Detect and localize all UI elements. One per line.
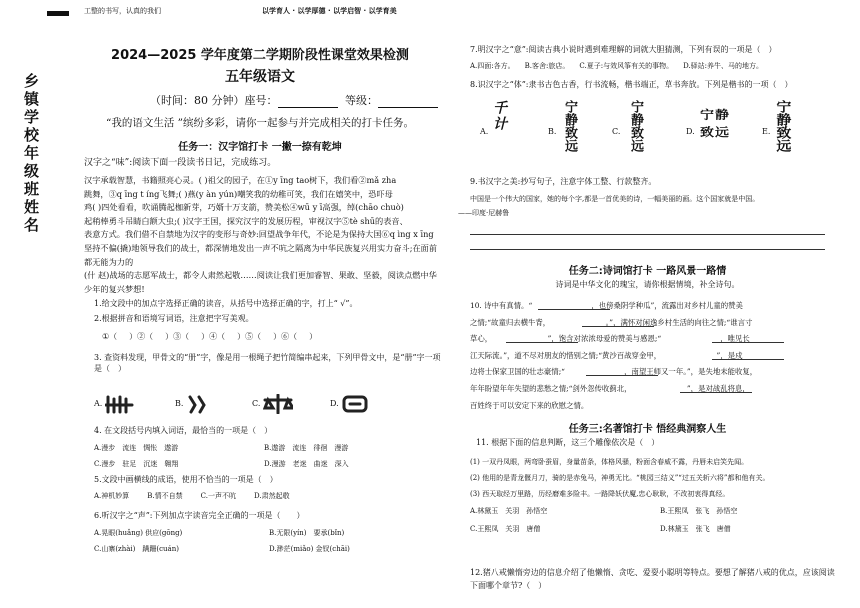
q10-blank[interactable] bbox=[712, 359, 784, 360]
q6-option[interactable]: C.山寨(zhài) 蹒跚(cuán) bbox=[94, 545, 179, 553]
q5-option[interactable]: C.一声不吭 bbox=[200, 492, 236, 500]
q7-options bbox=[470, 61, 840, 71]
passage-line: 起稍棒勇斗吊睛白额大虫;( )汉字王国，探究汉字的发展历程，审视汉字⑤tè shū的表音、 bbox=[84, 215, 408, 226]
oracle-glyph-a bbox=[105, 394, 135, 414]
option-label: B. bbox=[548, 127, 557, 136]
oracle-glyph-d bbox=[341, 394, 371, 414]
q8-option-b[interactable] bbox=[548, 100, 608, 164]
q4-option[interactable]: A.漫步 流连 惆怅 遨游 bbox=[94, 444, 179, 452]
q6-option[interactable]: A.晃眼(huǎng) 供应(gōng) bbox=[94, 529, 183, 537]
question-6: 6.听汉字之“声”:下列加点字读音完全正确的一项是（ ） bbox=[94, 511, 305, 520]
task1-passage bbox=[84, 174, 444, 296]
q11-item: (3) 西天取经万里路，历经磨难多险丰。一路降妖伏魔,忠心耿耿，不改初衷得真经。 bbox=[470, 490, 730, 498]
q10-line: 边将士保家卫国的壮志豪情;“ ，南望王师又一年。”，是失地未能收复， bbox=[470, 367, 758, 377]
calligraphy-seal: 宁静致远 bbox=[772, 100, 791, 152]
passage-line: 跳舞，③q īng t íng飞舞;( )燕(y àn yún)嘲笑我的幼稚可笑，我们在嬉笑中，恐吓母 bbox=[84, 188, 393, 199]
q2-blank[interactable]: ）④（ bbox=[201, 332, 226, 341]
q5-option[interactable]: A.神机妙算 bbox=[94, 492, 130, 500]
q2-blanks bbox=[102, 331, 432, 342]
info-seat: 座号： bbox=[244, 94, 278, 107]
q4-options bbox=[94, 443, 434, 469]
q2-blank[interactable]: ） bbox=[309, 332, 318, 341]
q9-quote: 中国是一个伟大的国家，她的每个字,都是一首优美的诗，一幅美丽的画。这个国家就是中国。 bbox=[470, 195, 760, 203]
q3-option-a[interactable] bbox=[94, 394, 135, 414]
q10-blank[interactable] bbox=[586, 375, 658, 376]
q2-blank[interactable]: ）⑤（ bbox=[237, 332, 262, 341]
motto-2: 以学厚德 bbox=[297, 7, 326, 15]
q10-line: 江天际流。”，道不尽对朋友的惜别之情;“黄沙百战穿金甲， ”，是戍 bbox=[470, 350, 743, 360]
q11-option[interactable]: B.王熙凤 张飞 孙悟空 bbox=[660, 507, 738, 515]
grade-field[interactable] bbox=[378, 97, 438, 108]
q11-item: (2) 他用的是青龙偃月刀，骑的是赤兔马，神勇无比。“桃园三结义”“过五关斩六将”都和他有关。 bbox=[470, 474, 770, 482]
binding-char: 名 bbox=[24, 216, 40, 234]
q5-options bbox=[94, 491, 434, 501]
q3-option-d[interactable] bbox=[330, 394, 371, 414]
q7-option[interactable]: C.夏子:与效风筝有关的事物。 bbox=[579, 62, 674, 70]
question-11: 11. 根据下面的信息判断，这三个雕像依次是（ ） bbox=[476, 438, 660, 447]
q10-block bbox=[470, 298, 845, 414]
q10-blank[interactable] bbox=[506, 342, 578, 343]
q2-blank[interactable]: ）⑥（ bbox=[273, 332, 298, 341]
q2-blank[interactable]: ）③（ bbox=[165, 332, 190, 341]
passage-line: 少年的复兴梦想! bbox=[84, 283, 145, 294]
task1-lead: 汉字之“味”:阅读下面一段读书日记，完成练习。 bbox=[84, 158, 277, 168]
option-label: D. bbox=[330, 399, 339, 408]
header-mottos: 以学育人 · 以学厚德 · 以学启智 · 以学育美 bbox=[262, 7, 397, 15]
option-label: A. bbox=[94, 399, 103, 408]
q7-option[interactable]: A.四面:各方。 bbox=[470, 62, 515, 70]
question-7: 7.明汉字之“意”:阅读古典小说时遇到难理解的词就大胆猜测，下列有误的一项是（ ） bbox=[470, 45, 777, 54]
binding-char: 乡 bbox=[24, 72, 40, 90]
seat-field[interactable] bbox=[278, 97, 338, 108]
header-black-bar bbox=[47, 11, 69, 16]
info-time: （时间：80 分钟） bbox=[150, 94, 245, 107]
question-3: 3. 查资料发现，甲骨文的“册”字，像是用一根绳子把竹简编串起来，下列甲骨文中，是“册”字一项是（ ） bbox=[94, 353, 441, 373]
question-9: 9.书汉字之美:抄写句子，注意字体工整、行款整齐。 bbox=[470, 177, 657, 186]
oracle-glyph-b bbox=[186, 394, 216, 414]
q11-items bbox=[470, 454, 845, 502]
q5-option[interactable]: D.肃然起敬 bbox=[254, 492, 290, 500]
q8-option-a[interactable] bbox=[480, 100, 540, 160]
q7-option[interactable]: B.客舍:旅店。 bbox=[524, 62, 570, 70]
oracle-glyph-c bbox=[263, 394, 293, 414]
calligraphy-regular: 宁静致远 bbox=[628, 100, 643, 152]
exam-info-line bbox=[150, 92, 438, 108]
q3-option-b[interactable] bbox=[175, 394, 216, 414]
question-2: 2.根据拼音和语境写词语，注意把字写美观。 bbox=[94, 314, 254, 323]
task3-heading: 任务三:名著馆打卡 悟经典洞察人生 bbox=[568, 424, 727, 435]
task2-lead: 诗词是中华文化的瑰宝，请你根据情境，补全诗句。 bbox=[555, 280, 740, 289]
q3-option-c[interactable] bbox=[252, 394, 293, 414]
q4-option[interactable]: B.遨游 流连 徘徊 漫游 bbox=[264, 444, 349, 452]
passage-line: (什 赵)战场的志愿军战士，都令人肃然起敬……阅读让我们更加睿智、果敢、坚毅，阅读点燃中华 bbox=[84, 270, 437, 281]
binding-char: 姓 bbox=[24, 198, 40, 216]
q9-writing-line[interactable] bbox=[470, 234, 825, 235]
binding-char: 校 bbox=[24, 126, 40, 144]
q10-line: 10. 诗中有真情。“ ，也傍桑阴学种瓜”，流露出对乡村儿童的赞美 bbox=[470, 301, 743, 310]
q6-option[interactable]: B.无限(yín) 要承(bǐn) bbox=[269, 529, 345, 537]
q11-options bbox=[470, 506, 845, 534]
q10-line: 百姓终于可以安定下来的欣慰之情。 bbox=[470, 400, 589, 410]
q2-blank[interactable]: ）②（ bbox=[129, 332, 154, 341]
q4-option[interactable]: C.漫步 驻足 沉迷 翱翔 bbox=[94, 460, 179, 468]
option-label: C. bbox=[612, 127, 621, 136]
binding-char: 年 bbox=[24, 144, 40, 162]
question-1: 1.给文段中的加点字选择正确的读音，从括号中选择正确的字，打上“ √”。 bbox=[94, 299, 358, 308]
q6-option[interactable]: D.渺茫(miǎo) 金钗(chāi) bbox=[269, 545, 350, 553]
q9-author: ——印度·尼赫鲁 bbox=[458, 209, 510, 217]
passage-line: 表意方式。我们借不自禁地为汉字的变形与奇妙:回望战争年代，不论是为保持大国⑥q ìng x īng bbox=[84, 229, 434, 240]
option-label: A. bbox=[480, 127, 489, 136]
q6-options bbox=[94, 528, 434, 554]
q4-option[interactable]: D.漫游 老迷 曲迷 深入 bbox=[264, 460, 349, 468]
exam-title: 2024—2025 学年度第二学期阶段性课堂效果检测 bbox=[111, 48, 409, 63]
q11-option[interactable]: C.王熙凤 关羽 唐僧 bbox=[470, 525, 541, 533]
question-5: 5.文段中画横线的成语，使用不恰当的一项是（ ） bbox=[94, 475, 278, 484]
binding-char: 级 bbox=[24, 162, 40, 180]
task2-heading: 任务二:诗词馆打卡 一路风景一路情 bbox=[568, 266, 727, 277]
calligraphy-running: 宁静致远 bbox=[562, 100, 577, 152]
q10-blank[interactable] bbox=[712, 342, 784, 343]
motto-3: 以学启智 bbox=[333, 7, 362, 15]
q7-option[interactable]: D.驿站:养牛、马的地方。 bbox=[683, 62, 764, 70]
question-4: 4. 在文段括号内填入词语，最恰当的一项是（ ） bbox=[94, 426, 273, 435]
q10-blank[interactable] bbox=[680, 392, 752, 393]
option-label: D. bbox=[686, 127, 695, 136]
header-note: 工整的书写，认真的我们 bbox=[84, 7, 161, 15]
q10-blank[interactable] bbox=[582, 326, 654, 327]
q8-option-c[interactable] bbox=[612, 100, 672, 164]
q8-option-e[interactable] bbox=[762, 100, 822, 164]
passage-line: 汉字承载智慧，书籍照亮心灵。( )祖父的园子，在①y īng tao树下，我们看②mǎ zha bbox=[84, 175, 397, 185]
q11-option[interactable]: D.林黛玉 张飞 唐僧 bbox=[660, 525, 731, 533]
binding-char: 班 bbox=[24, 180, 40, 198]
task1-heading: 任务一：汉字馆打卡 一撇一捺有乾坤 bbox=[178, 142, 342, 153]
binding-char: 镇 bbox=[24, 90, 40, 108]
q9-writing-line[interactable] bbox=[470, 249, 825, 250]
passage-line: 鸡( )四处看看，吹诵腾起枷新芽，巧婿十万支箭，赞美松④wū y ī高强，绰(chāo chuò) bbox=[84, 202, 404, 213]
option-label: B. bbox=[175, 399, 184, 408]
exam-subject: 五年级语文 bbox=[225, 69, 295, 85]
q10-line: 草心， ”，饱含对浓浓母爱的赞美与感恩;“ ，唯见长 bbox=[470, 334, 750, 344]
passage-line: 坚持不偏(撬)地领导我们的战士，都深情地发出一声不吭之隔离为中华民族复兴用实力奋斗;在面前都无能为力的 bbox=[84, 242, 438, 267]
calligraphy-clerical: 宁静致远 bbox=[700, 108, 730, 140]
q2-blank[interactable]: ①（ bbox=[102, 332, 118, 341]
q11-option[interactable]: A.林黛玉 关羽 孙悟空 bbox=[470, 507, 548, 515]
binding-char: 学 bbox=[24, 108, 40, 126]
question-8: 8.识汉字之“体”:隶书古色古香，行书流畅，楷书端正，草书奔放。下列是楷书的一项（ ） bbox=[470, 80, 793, 89]
q10-blank[interactable] bbox=[538, 309, 610, 310]
q5-option[interactable]: B.情不自禁 bbox=[147, 492, 183, 500]
binding-column bbox=[24, 72, 42, 234]
q8-option-d[interactable] bbox=[686, 100, 756, 164]
q10-line: 之情;“故童归去横牛背， 。”，满怀对闲逸乡村生活的向往之情;“谁言寸 bbox=[470, 317, 753, 327]
option-label: E. bbox=[762, 127, 771, 136]
motto-4: 以学育美 bbox=[368, 7, 397, 15]
calligraphy-cursive: 千计 bbox=[491, 100, 507, 132]
motto-1: 以学育人 bbox=[262, 7, 290, 15]
option-label: C. bbox=[252, 399, 261, 408]
info-grade: 等级： bbox=[345, 94, 378, 107]
intro-text: “我的语文生活 ”缤纷多彩，请你一起参与并完成相关的打卡任务。 bbox=[105, 117, 415, 129]
q11-item: (1) 一双丹凤眼，两弯卧蚕眉，身量苗条，体格风骚，粉面含春威不露，丹唇未启笑先闻。 bbox=[470, 458, 749, 466]
q10-line: 年年盼望年年失望的悲愁之情;“剑外忽传收蓟北， ”，是对战乱将息， bbox=[470, 383, 750, 393]
question-12: 12.猪八戒懒惰旁边的信息介绍了他懒惰、贪吃、爱耍小聪明等特点。要想了解猪八戒的优点，应该阅读下面哪个章节?（ ） bbox=[470, 568, 835, 590]
